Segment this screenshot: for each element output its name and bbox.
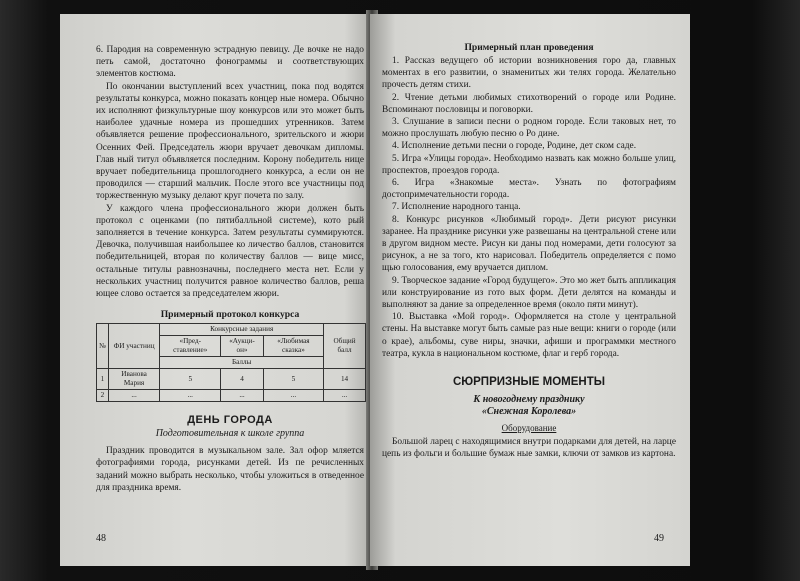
header-number: № bbox=[97, 324, 109, 369]
cell-no: 2 bbox=[97, 390, 109, 402]
paragraph-parody: 6. Пародия на современную эстрадную певицу. Де вочке не надо петь самой, достаточно фонограммы и соответствующих элементов костюма. bbox=[96, 45, 364, 80]
paragraph-jury: У каждого члена профессионального жюри должен быть протокол с оценками (по пятибалльной системе), кото рый заполняется в течение конкурса. Затем результаты суммируются. Девочка, получившая наибольшее ко личество баллов, становится победительницей, вторая по количеству баллов — вице мисс, остальные титулы равнозначны, последнего места нет. Если у нескольких участниц получится равное количество баллов, реша ющее слово остается за председателем жюри. bbox=[96, 203, 364, 300]
cell-score: ... bbox=[160, 390, 221, 402]
list-item: 7. Исполнение народного танца. bbox=[392, 202, 521, 213]
table-row bbox=[97, 390, 366, 402]
header-task-2: «Аукци- он» bbox=[221, 336, 264, 357]
paragraph-closing: Праздник проводится в музыкальном зале. Зал офор мляется фотографиями города, рисунками детей. Из пе речисленных заданий можно выбрать несколько, чтобы уложиться в отведенное для праздника время. bbox=[96, 446, 364, 493]
table-caption: Примерный протокол конкурса bbox=[160, 309, 300, 321]
header-points: Баллы bbox=[160, 357, 324, 369]
cell-score: 4 bbox=[221, 369, 264, 390]
cell-score: 5 bbox=[160, 369, 221, 390]
header-total: Общий балл bbox=[324, 324, 366, 369]
cell-score: 5 bbox=[263, 369, 323, 390]
page-number-right: 49 bbox=[654, 533, 664, 544]
protocol-table bbox=[96, 323, 366, 402]
cell-score: ... bbox=[221, 390, 264, 402]
surprise-title: СЮРПРИЗНЫЕ МОМЕНТЫ bbox=[452, 376, 606, 389]
paragraph-results: По окончании выступлений всех участниц, пока под водятся результаты конкурса, можно показать концер ные номера. Обычно их исполняют физкультурные шоу конкурсов или это может быть наиболее удачные номера из прошедших утренников. Затем объявляется решение профессионального, зрительского и жюри Осенних Фей. Председатель жюри вручает девочкам дипломы. Глав ный титул объявляется последним. Корону победитель нице вручает победительница прошлогоднего конкурса, а если он не проводился — старший мальчик. После этого все участницы под торжественную музыку делают круг почета по залу. bbox=[96, 81, 364, 202]
plan-title: Примерный план проведения bbox=[464, 42, 594, 53]
header-task-1: «Пред- ставление» bbox=[160, 336, 221, 357]
right-page bbox=[370, 14, 690, 566]
list-item: 5. Игра «Улицы города». Необходимо назвать как можно больше улиц, проспектов, проездов города. bbox=[382, 153, 676, 176]
cell-name: ... bbox=[108, 390, 159, 402]
table-row bbox=[97, 369, 366, 390]
plan-list bbox=[382, 55, 676, 360]
cell-score: ... bbox=[263, 390, 323, 402]
header-tasks: Конкурсные задания bbox=[160, 324, 324, 336]
header-name: ФИ участниц bbox=[108, 324, 159, 369]
cell-total: ... bbox=[324, 390, 366, 402]
surprise-subtitle: К новогоднему празднику bbox=[473, 394, 585, 406]
cell-name: Иванова Мария bbox=[108, 369, 159, 390]
section-title: ДЕНЬ ГОРОДА bbox=[187, 414, 273, 427]
left-page bbox=[60, 14, 376, 566]
section-subtitle: Подготовительная к школе группа bbox=[155, 428, 305, 440]
list-item: 9. Творческое задание «Город будущего». Это мо жет быть аппликация или конструирование из гото вых форм. Дети делятся на команды и выполняют за дание за определенное время (около пяти минут). bbox=[382, 275, 676, 311]
page-number-left: 48 bbox=[96, 533, 106, 544]
equipment-label: Оборудование bbox=[501, 423, 557, 434]
list-item: 6. Игра «Знакомые места». Узнать по фотографиям достопримечательности города. bbox=[382, 178, 676, 201]
list-item: 1. Рассказ ведущего об истории возникновения горо да, главных моментах в его развитии, о знаменитых жи телях города. Желательно прочесть детям стихи. bbox=[382, 56, 676, 91]
list-item: 8. Конкурс рисунков «Любимый город». Дети рисуют рисунки заранее. На празднике рисунки уже развешаны на центральной стене или в другом видном месте. Рисун ки даны под номерами, дети голосуют за рисунок, а не за того, кто нарисовал. Победитель определяется с помо щью голосования, ему вручается диплом. bbox=[382, 214, 676, 274]
surprise-play-title: «Снежная Королева» bbox=[481, 406, 577, 418]
cell-no: 1 bbox=[97, 369, 109, 390]
list-item: 3. Слушание в записи песни о родном городе. Если таковых нет, то можно прослушать любую песню о Ро дине. bbox=[382, 117, 676, 140]
list-item: 4. Исполнение детьми песни о городе, Родине, дет ском саде. bbox=[392, 141, 637, 152]
header-task-3: «Любимая сказка» bbox=[263, 336, 323, 357]
equipment-text: Большой ларец с находящимися внутри подарками для детей, на ларце цепь из фольги и большие бумаж ные замки, ключи от замков из картона. bbox=[382, 437, 676, 460]
list-item: 10. Выставка «Мой город». Оформляется на столе у центральной стены. На выставке могут быть самые раз ные вещи: книги о городе (или о крае), альбомы, суве ниры, значки, афиши и программки местного театра, кукла в национальном костюме, флаг и герб города. bbox=[382, 312, 676, 359]
list-item: 2. Чтение детьми любимых стихотворений о городе или Родине. Вспоминают пословицы и поговорки. bbox=[382, 92, 676, 115]
cell-total: 14 bbox=[324, 369, 366, 390]
